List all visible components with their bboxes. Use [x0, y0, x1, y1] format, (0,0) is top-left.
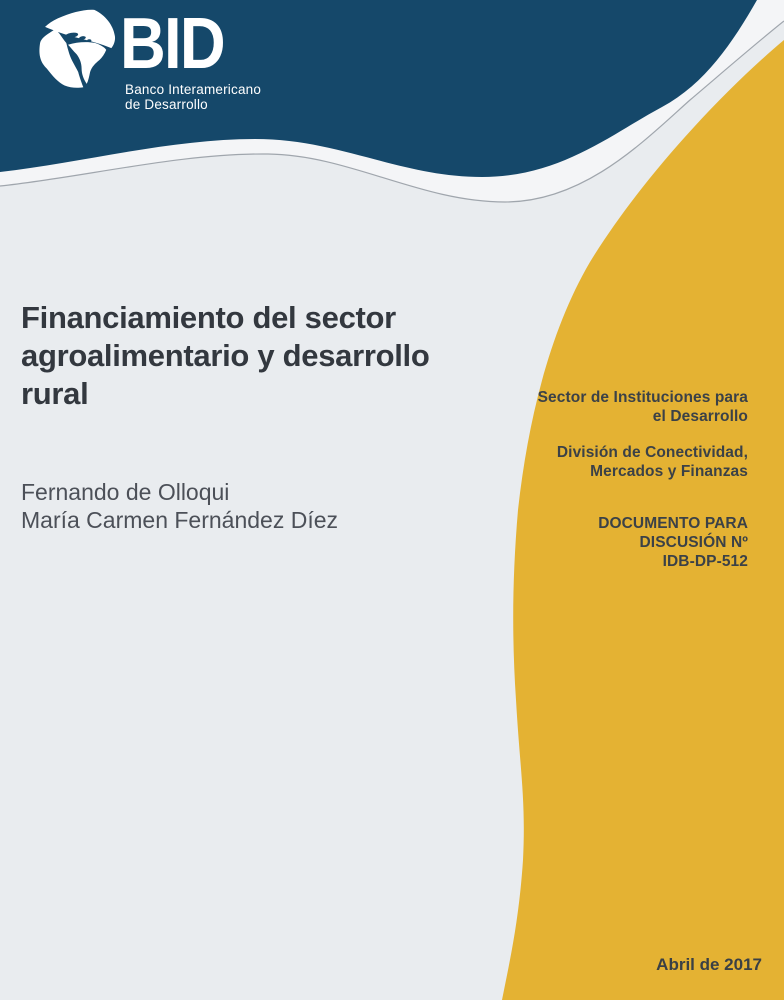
division-line: División de Conectividad,	[556, 444, 748, 461]
document-line: DOCUMENTO PARA	[598, 515, 748, 532]
document-line: DISCUSIÓN Nº	[639, 534, 748, 551]
authors	[21, 478, 338, 534]
org-name-line: Banco Interamericano	[125, 82, 262, 97]
publication-date: Abril de 2017	[656, 955, 762, 974]
org-name-line: de Desarrollo	[125, 97, 208, 112]
division-name	[538, 443, 748, 481]
title-line: rural	[21, 376, 89, 411]
page-title	[21, 299, 430, 413]
island-dash-icon	[87, 39, 91, 42]
logo-org-name	[125, 82, 261, 112]
document-line: IDB-DP-512	[662, 553, 748, 570]
idb-globe-icon	[34, 9, 119, 89]
title-line: agroalimentario y desarrollo	[21, 338, 430, 373]
author-name: Fernando de Olloqui	[21, 479, 230, 505]
document-number	[538, 514, 748, 571]
author-name: María Carmen Fernández Díez	[21, 507, 339, 533]
title-line: Financiamiento del sector	[21, 300, 396, 335]
division-line: Mercados y Finanzas	[590, 463, 748, 480]
logo-acronym: BID	[120, 4, 224, 84]
sector-line: Sector de Instituciones para	[537, 389, 748, 406]
institutional-block	[538, 388, 748, 571]
sector-line: el Desarrollo	[652, 408, 748, 425]
sector-name	[538, 388, 748, 426]
